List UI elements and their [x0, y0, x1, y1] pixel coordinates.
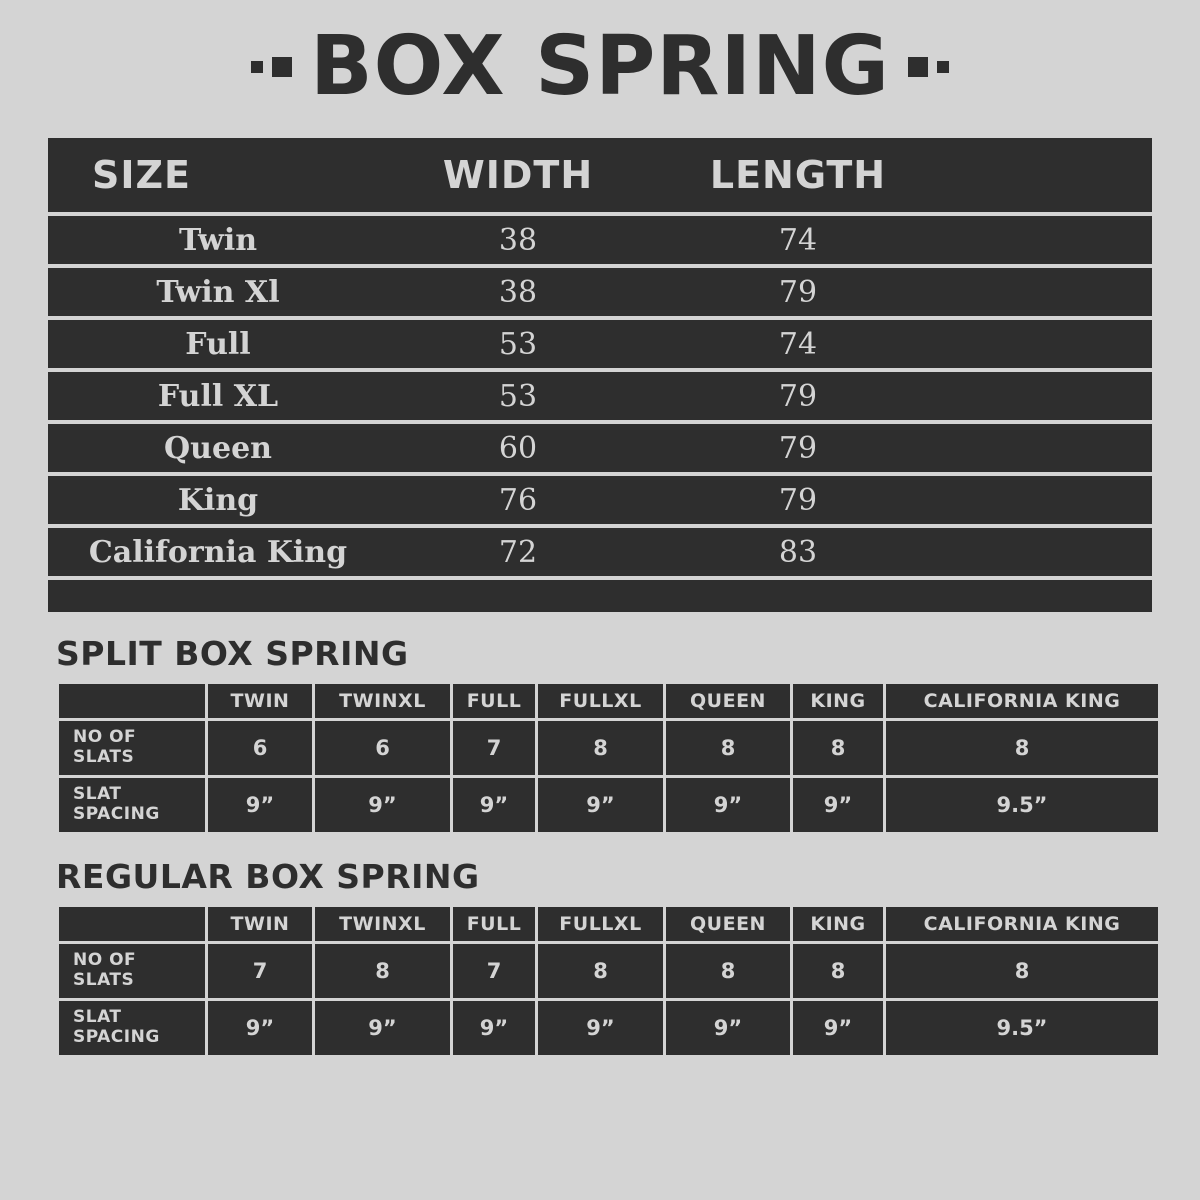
regular-spacing-king: 9” [793, 1001, 883, 1055]
table-row [48, 368, 1152, 420]
table-row [59, 721, 1158, 775]
regular-header-queen: QUEEN [666, 907, 790, 941]
split-label-line2: SPACING [73, 804, 160, 824]
split-slats-full: 7 [453, 721, 535, 775]
cell-size: King [177, 482, 259, 518]
regular-section-heading: REGULAR BOX SPRING [56, 857, 480, 896]
split-label-line1: SLAT [73, 784, 122, 805]
page-title [48, 0, 1152, 128]
split-header-full: FULL [453, 684, 535, 718]
regular-row-label-no-of-slats [59, 944, 205, 998]
table-row [48, 212, 1152, 264]
table-row [48, 472, 1152, 524]
split-spacing-twinxl: 9” [315, 778, 450, 832]
size-table-header-row [48, 138, 1152, 212]
cell-length: 79 [778, 274, 818, 310]
table-row [48, 524, 1152, 576]
regular-label-line2: SLATS [73, 970, 135, 990]
split-header-king: KING [793, 684, 883, 718]
split-label-line1: NO OF [73, 727, 137, 748]
regular-label-line2: SPACING [73, 1027, 160, 1047]
regular-header-twinxl: TWINXL [315, 907, 450, 941]
cell-length: 79 [778, 430, 818, 466]
split-slats-california-king: 8 [886, 721, 1158, 775]
split-slats-fullxl: 8 [538, 721, 663, 775]
cell-width: 53 [498, 378, 538, 414]
regular-row-label-slat-spacing [59, 1001, 205, 1055]
column-header-length: LENGTH [709, 153, 887, 197]
column-header-width: WIDTH [442, 153, 594, 197]
split-slats-table [56, 681, 1161, 835]
split-header-row [59, 684, 1158, 718]
size-table [48, 138, 1152, 612]
table-row [48, 420, 1152, 472]
table-footer-band [48, 576, 1152, 612]
page-title-text: BOX SPRING [310, 19, 890, 114]
split-section-heading: SPLIT BOX SPRING [56, 634, 409, 673]
split-header-fullxl: FULLXL [538, 684, 663, 718]
cell-width: 53 [498, 326, 538, 362]
split-header-queen: QUEEN [666, 684, 790, 718]
cell-length: 79 [778, 482, 818, 518]
regular-slats-king: 8 [793, 944, 883, 998]
regular-slats-table [56, 904, 1161, 1058]
cell-width: 38 [498, 274, 538, 310]
table-row [48, 316, 1152, 368]
regular-header-fullxl: FULLXL [538, 907, 663, 941]
cell-width: 76 [498, 482, 538, 518]
cell-size: Queen [164, 430, 272, 466]
regular-spacing-twin: 9” [208, 1001, 312, 1055]
table-row [59, 944, 1158, 998]
cell-size: California King [88, 534, 348, 570]
regular-slats-twin: 7 [208, 944, 312, 998]
split-row-label-no-of-slats [59, 721, 205, 775]
regular-spacing-fullxl: 9” [538, 1001, 663, 1055]
split-box-spring-section [48, 634, 1152, 835]
regular-spacing-queen: 9” [666, 1001, 790, 1055]
regular-slats-queen: 8 [666, 944, 790, 998]
split-spacing-twin: 9” [208, 778, 312, 832]
table-row [59, 778, 1158, 832]
cell-length: 74 [778, 222, 818, 258]
cell-length: 79 [778, 378, 818, 414]
regular-header-california-king: CALIFORNIA KING [886, 907, 1158, 941]
column-header-size: SIZE [92, 153, 192, 197]
split-slats-twinxl: 6 [315, 721, 450, 775]
split-spacing-full: 9” [453, 778, 535, 832]
split-slats-queen: 8 [666, 721, 790, 775]
regular-spacing-full: 9” [453, 1001, 535, 1055]
regular-slats-california-king: 8 [886, 944, 1158, 998]
cell-size: Twin [178, 222, 258, 258]
regular-spacing-twinxl: 9” [315, 1001, 450, 1055]
table-row [48, 264, 1152, 316]
cell-width: 38 [498, 222, 538, 258]
regular-spacing-california-king: 9.5” [886, 1001, 1158, 1055]
regular-header-row [59, 907, 1158, 941]
split-row-label-slat-spacing [59, 778, 205, 832]
cell-width: 72 [498, 534, 538, 570]
regular-label-line1: NO OF [73, 950, 137, 971]
regular-header-twin: TWIN [208, 907, 312, 941]
split-slats-king: 8 [793, 721, 883, 775]
split-label-line2: SLATS [73, 747, 135, 767]
cell-length: 83 [778, 534, 818, 570]
cell-size: Twin Xl [156, 274, 280, 310]
split-slats-twin: 6 [208, 721, 312, 775]
regular-slats-fullxl: 8 [538, 944, 663, 998]
regular-slats-twinxl: 8 [315, 944, 450, 998]
cell-length: 74 [778, 326, 818, 362]
split-header-blank [59, 684, 205, 718]
regular-header-blank [59, 907, 205, 941]
split-spacing-queen: 9” [666, 778, 790, 832]
regular-header-king: KING [793, 907, 883, 941]
cell-size: Full [185, 326, 251, 362]
split-spacing-california-king: 9.5” [886, 778, 1158, 832]
regular-box-spring-section [48, 857, 1152, 1058]
regular-header-full: FULL [453, 907, 535, 941]
title-decoration-right-icon [908, 57, 949, 77]
split-spacing-fullxl: 9” [538, 778, 663, 832]
split-header-twin: TWIN [208, 684, 312, 718]
regular-slats-full: 7 [453, 944, 535, 998]
split-spacing-king: 9” [793, 778, 883, 832]
cell-width: 60 [498, 430, 538, 466]
split-header-twinxl: TWINXL [315, 684, 450, 718]
regular-label-line1: SLAT [73, 1007, 122, 1028]
split-header-california-king: CALIFORNIA KING [886, 684, 1158, 718]
title-decoration-left-icon [251, 57, 292, 77]
table-row [59, 1001, 1158, 1055]
cell-size: Full XL [157, 378, 279, 414]
